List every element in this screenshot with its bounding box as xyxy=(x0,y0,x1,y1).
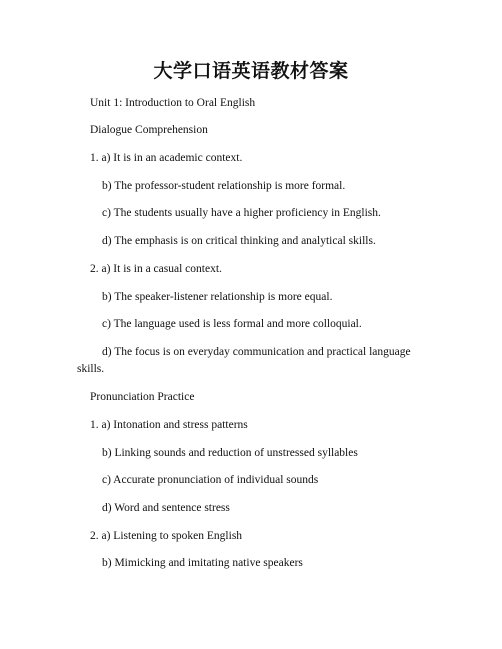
answer-line-continuation: skills. xyxy=(77,363,105,375)
answer-line: c) The language used is less formal and more colloquial. xyxy=(102,318,362,330)
answer-line: b) The speaker-listener relationship is more equal. xyxy=(102,291,333,303)
answer-line: c) The students usually have a higher proficiency in English. xyxy=(102,207,381,219)
answer-line: d) The focus is on everyday communication and practical language xyxy=(102,346,411,358)
answer-line: d) Word and sentence stress xyxy=(102,502,230,514)
answer-line: b) Linking sounds and reduction of unstressed syllables xyxy=(102,447,358,459)
answer-line: c) Accurate pronunciation of individual sounds xyxy=(102,474,319,486)
document-title: 大学口语英语教材答案 xyxy=(153,60,349,82)
unit-heading: Unit 1: Introduction to Oral English xyxy=(90,97,256,109)
answer-line: d) The emphasis is on critical thinking and analytical skills. xyxy=(102,235,376,247)
answer-line: 2. a) It is in a casual context. xyxy=(90,263,222,275)
section-heading-pronunciation: Pronunciation Practice xyxy=(90,391,195,403)
answer-line: 1. a) Intonation and stress patterns xyxy=(90,419,248,431)
answer-line: b) The professor-student relationship is more formal. xyxy=(102,180,346,192)
answer-line: 1. a) It is in an academic context. xyxy=(90,152,243,164)
answer-line: 2. a) Listening to spoken English xyxy=(90,530,243,542)
section-heading-dialogue: Dialogue Comprehension xyxy=(90,124,208,136)
answer-line: b) Mimicking and imitating native speakers xyxy=(102,557,303,569)
